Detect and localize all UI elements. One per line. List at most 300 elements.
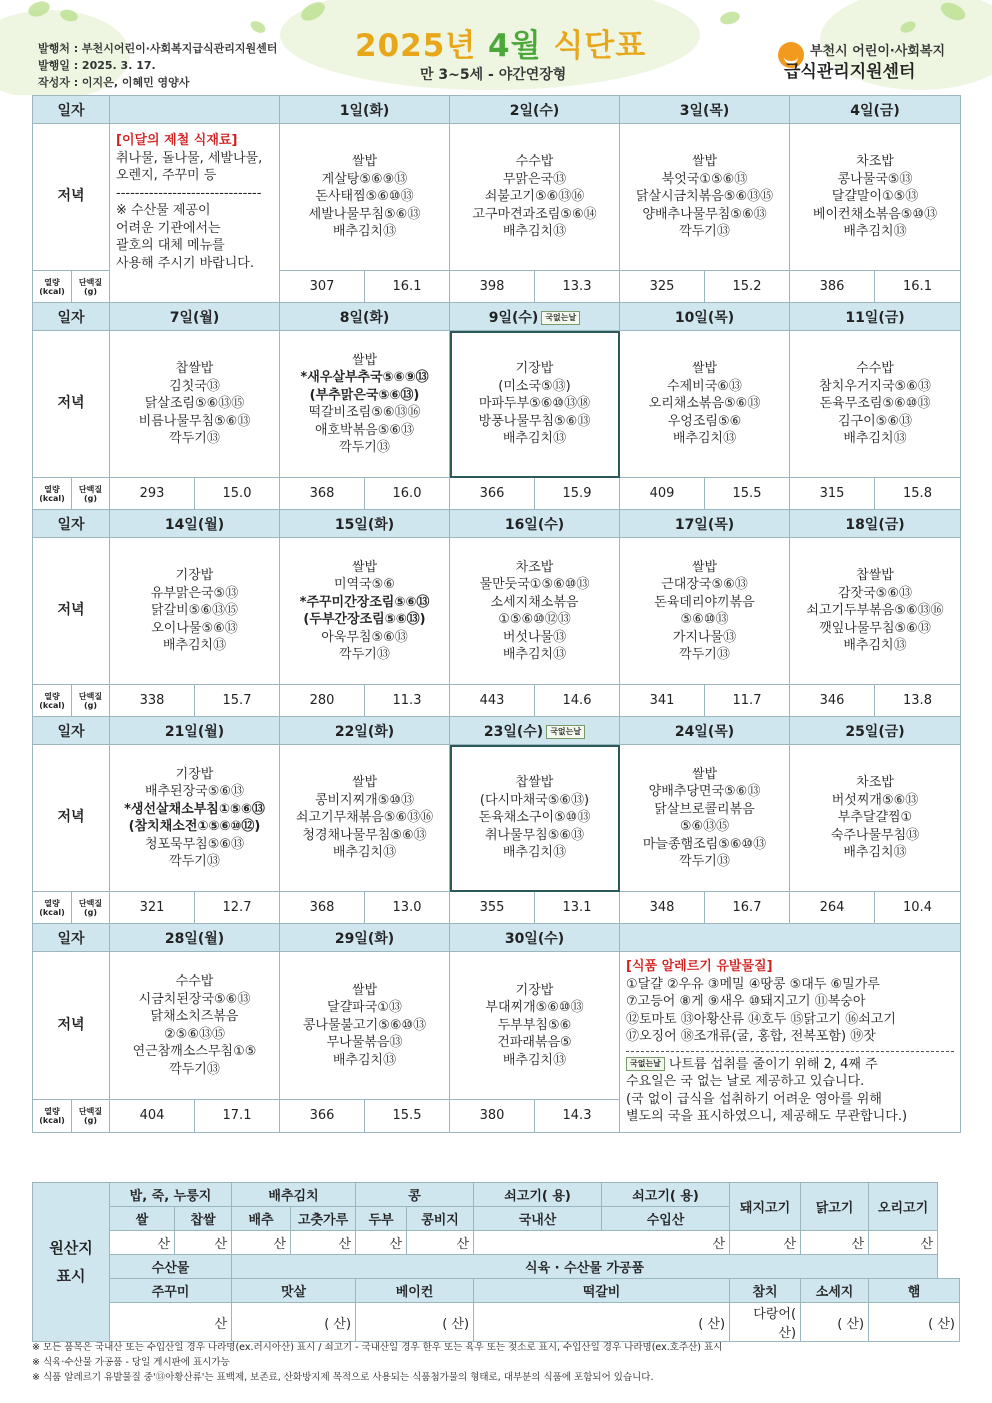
dish: 차조밥 xyxy=(856,154,894,170)
protein-value: 16.0 xyxy=(365,478,450,510)
meal-label: 저녁 xyxy=(33,538,110,685)
allergy-line: ⑫토마토 ⑬아황산류 ⑭호두 ⑮닭고기 ⑯쇠고기 xyxy=(626,1011,896,1027)
allergy-line: ⑰오징어 ⑱조개류(굴, 홍합, 전복포함) ⑲잣 xyxy=(626,1029,876,1044)
origin-sub-crab: 맛살 xyxy=(232,1279,356,1303)
day-header xyxy=(280,510,450,538)
kcal-value: 325 xyxy=(620,271,705,303)
kcal-label-text: 열량 (kcal) xyxy=(39,691,65,710)
dish: 기장밥 xyxy=(175,766,214,782)
allergy-line: ①달걀 ②우유 ③메밀 ④땅콩 ⑤대두 ⑥밀가루 xyxy=(626,976,880,992)
day-date: 2일(수) xyxy=(509,102,560,119)
origin-sub-tteokgalbi: 떡갈비 xyxy=(474,1279,730,1303)
dish: 닭살조림⑤⑥⑬⑮ xyxy=(144,396,245,412)
protein-label xyxy=(72,892,110,924)
kcal-label xyxy=(33,892,72,924)
dish: 쌀밥 xyxy=(691,361,718,377)
day-menu xyxy=(280,952,450,1100)
protein-value: 13.8 xyxy=(875,685,961,717)
dish: 차조밥 xyxy=(515,559,554,575)
dish: 쌀밥 xyxy=(351,775,378,791)
protein-label xyxy=(72,685,110,717)
dish: 깍두기⑬ xyxy=(679,854,730,869)
origin-sub-webfoot: 주꾸미 xyxy=(110,1279,232,1303)
publication-info xyxy=(38,40,277,91)
protein-label xyxy=(72,271,110,303)
dish: 세발나물무침⑤⑥⑬ xyxy=(308,206,421,222)
dish: 기장밥 xyxy=(175,568,214,584)
dish: 배추김치⑬ xyxy=(843,224,907,240)
day-date: 1일(화) xyxy=(339,102,390,119)
no-soup-day-icon: 국없는날 xyxy=(546,725,585,739)
origin-value[interactable]: 산 xyxy=(869,1231,938,1255)
protein-value: 15.0 xyxy=(195,478,280,510)
kcal-value: 368 xyxy=(280,892,365,924)
protein-value: 15.8 xyxy=(875,478,961,510)
origin-head-beef-imported: 쇠고기( 용) xyxy=(602,1183,730,1207)
day-date: 28일(월) xyxy=(164,930,225,947)
dish: 김칫국⑬ xyxy=(169,378,220,394)
dish: 배추김치⑬ xyxy=(332,224,397,240)
origin-sub-bacon: 베이컨 xyxy=(356,1279,474,1303)
day-header-empty xyxy=(110,96,280,124)
day-date: 3일(목) xyxy=(679,102,730,119)
dish: 마늘종햄조림⑤⑥⑩⑬ xyxy=(642,836,767,852)
dish: 쇠고기두부볶음⑤⑥⑬⑯ xyxy=(806,603,944,619)
dish: 깍두기⑬ xyxy=(679,647,730,662)
day-header xyxy=(450,303,620,331)
dish: *새우살부추국⑤⑥⑨⑬ xyxy=(300,370,429,385)
dish: 오이나물⑤⑥⑬ xyxy=(151,620,238,636)
protein-value: 10.4 xyxy=(875,892,961,924)
dish: 배추김치⑬ xyxy=(843,638,907,654)
dish: 닭채소치즈볶음 xyxy=(150,1009,239,1025)
notice-line: 사용해 주시기 바랍니다. xyxy=(116,255,254,271)
day-menu xyxy=(280,538,450,685)
dish: 쌀밥 xyxy=(351,982,378,998)
origin-value[interactable]: 산 xyxy=(801,1231,869,1255)
origin-head-beef-domestic: 쇠고기( 용) xyxy=(474,1183,602,1207)
dish: (미소국⑤⑬) xyxy=(498,378,571,394)
origin-head-kimchi: 배추김치 xyxy=(232,1183,356,1207)
origin-sub-imported: 수입산 xyxy=(602,1207,730,1231)
day-date: 18일(금) xyxy=(845,516,905,533)
dish: 돈육무조림⑤⑥⑩⑬ xyxy=(819,396,931,412)
dish: 우엉조림⑤⑥ xyxy=(667,413,742,429)
day-date: 8일(화) xyxy=(339,309,390,326)
kcal-label-text: 열량 (kcal) xyxy=(39,484,65,503)
dish: 유부맑은국⑤⑬ xyxy=(150,585,239,601)
protein-label-text: 단백질 (g) xyxy=(78,277,103,296)
no-soup-note xyxy=(626,1056,954,1074)
header xyxy=(0,0,992,95)
day-menu xyxy=(280,745,450,892)
day-header xyxy=(790,303,961,331)
day-header xyxy=(110,924,280,952)
origin-head-duck: 오리고기 xyxy=(869,1183,938,1231)
day-date: 4일(금) xyxy=(850,102,900,119)
kcal-label-text: 열량 (kcal) xyxy=(39,1106,65,1125)
dish: 무맑은국⑬ xyxy=(502,171,567,187)
org-name-line2: 급식관리지원센터 xyxy=(784,62,916,82)
day-menu xyxy=(110,331,280,478)
day-header xyxy=(450,717,620,745)
dish: 돈육채소구이⑤⑩⑬ xyxy=(478,810,591,826)
date-row xyxy=(33,717,961,745)
dish: 양배추당면국⑤⑥⑬ xyxy=(648,784,761,799)
day-header xyxy=(280,96,450,124)
origin-sub-domestic: 국내산 xyxy=(474,1207,602,1231)
dish: 청경채나물무침⑤⑥⑬ xyxy=(302,827,427,843)
day-date: 30일(수) xyxy=(504,930,565,947)
dish: 건파래볶음⑤ xyxy=(497,1035,572,1051)
notice-title: [이달의 제철 식재료] xyxy=(116,133,238,148)
dish: 버섯찌개⑤⑥⑬ xyxy=(831,792,919,808)
dish: 미역국⑤⑥ xyxy=(334,577,395,592)
kcal-label-text: 열량 (kcal) xyxy=(39,277,65,296)
menu-row xyxy=(33,538,961,685)
day-date: 29일(화) xyxy=(334,930,395,947)
menu-table xyxy=(32,95,961,1133)
kcal-value: 404 xyxy=(110,1100,195,1132)
day-menu xyxy=(280,331,450,478)
day-menu xyxy=(620,124,790,271)
origin-value[interactable]: 산 xyxy=(356,1231,407,1255)
day-menu xyxy=(620,331,790,478)
protein-label-text: 단백질 (g) xyxy=(78,1106,103,1125)
date-label: 일자 xyxy=(33,717,110,745)
footnote: ※ 식품 알레르기 유발물질 중'⑬아황산류'는 표백제, 보존료, 산화방지제 목적으로 사용되는 식품첨가물의 형태로, 대부분의 식품에 포함되어 있습니다. xyxy=(32,1372,654,1383)
dish: 쌀밥 xyxy=(351,559,378,575)
dish: 닭살시금치볶음⑤⑥⑬⑮ xyxy=(635,189,774,205)
dish: 양배추나물무침⑤⑥⑬ xyxy=(642,206,767,222)
kcal-value: 264 xyxy=(790,892,875,924)
day-date: 22일(화) xyxy=(334,723,395,740)
dish: 깍두기⑬ xyxy=(169,854,220,869)
dish: 닭갈비⑤⑥⑬⑮ xyxy=(151,603,238,619)
origin-value[interactable]: ( 산) xyxy=(869,1303,960,1342)
origin-sub-cabbage: 배추 xyxy=(232,1207,291,1231)
day-menu xyxy=(110,745,280,892)
kcal-value: 398 xyxy=(450,271,535,303)
dish: 연근참깨소스무침①⑤ xyxy=(132,1044,257,1060)
dish: 청포묵무침⑤⑥⑬ xyxy=(144,836,245,852)
dish: 차조밥 xyxy=(856,775,894,791)
origin-value[interactable]: 다랑어( 산) xyxy=(730,1303,801,1342)
day-header xyxy=(280,924,450,952)
day-menu xyxy=(450,745,620,892)
protein-value: 12.7 xyxy=(195,892,280,924)
notice-line: 취나물, 돌나물, 세발나물, xyxy=(116,150,263,166)
day-header xyxy=(620,96,790,124)
no-soup-text: 나트륨 섭취를 줄이기 위해 2, 4째 주 xyxy=(668,1056,878,1072)
page-subtitle: 만 3~5세 - 야간연장형 xyxy=(420,67,567,83)
day-menu xyxy=(790,538,961,685)
day-header xyxy=(280,717,450,745)
day-menu xyxy=(620,538,790,685)
origin-head-processed: 식육 · 수산물 가공품 xyxy=(232,1255,938,1279)
kcal-value: 346 xyxy=(790,685,875,717)
dish: 근대장국⑤⑥⑬ xyxy=(661,577,748,592)
origin-sub-sausage: 소세지 xyxy=(801,1279,869,1303)
dish: ①⑤⑥⑩⑫⑬ xyxy=(498,612,571,627)
day-header-empty xyxy=(620,924,961,952)
kcal-value: 380 xyxy=(450,1100,535,1132)
dish: 쌀밥 xyxy=(351,154,378,170)
dish: 수제비국⑥⑬ xyxy=(667,378,742,394)
day-menu xyxy=(280,124,450,271)
footnote: ※ 식육·수산물 가공품 - 당일 게시판에 표시가능 xyxy=(32,1357,230,1368)
dish: 달걀파국①⑬ xyxy=(327,1000,402,1016)
dish: 배추김치⑬ xyxy=(502,431,567,447)
dish: 버섯나물⑬ xyxy=(502,629,567,645)
day-menu xyxy=(450,331,620,478)
nutrition-row xyxy=(33,892,961,924)
origin-head-chicken: 닭고기 xyxy=(801,1183,869,1231)
protein-label xyxy=(72,1100,110,1132)
dish: 배추김치⑬ xyxy=(843,845,907,861)
kcal-label xyxy=(33,685,72,717)
protein-value: 16.1 xyxy=(365,271,450,303)
footnotes xyxy=(32,1340,722,1385)
origin-label: 원산지 표시 xyxy=(33,1183,110,1342)
date-label: 일자 xyxy=(33,303,110,331)
dish: ⑤⑥⑬⑮ xyxy=(679,819,730,834)
dish: 쌀밥 xyxy=(691,766,718,782)
dish: 숙주나물무침⑬ xyxy=(830,827,920,843)
day-header xyxy=(620,510,790,538)
dish: 배추김치⑬ xyxy=(332,845,397,861)
protein-value: 14.6 xyxy=(535,685,620,717)
day-date: 17일(목) xyxy=(674,516,735,533)
no-soup-day-icon: 국없는날 xyxy=(541,311,580,325)
dish: 콩비지찌개⑤⑩⑬ xyxy=(314,792,415,808)
day-date: 23일(수) xyxy=(483,723,544,740)
protein-value: 16.7 xyxy=(705,892,790,924)
dish: 떡갈비조림⑤⑥⑬⑯ xyxy=(308,405,421,420)
dish: 배추김치⑬ xyxy=(332,1052,397,1068)
origin-head-rice: 밥, 죽, 누룽지 xyxy=(110,1183,232,1207)
day-date: 10일(목) xyxy=(674,309,735,326)
dish: 기장밥 xyxy=(515,982,554,998)
dish: 찹쌀밥 xyxy=(175,361,214,377)
allergy-line: ⑦고등어 ⑧게 ⑨새우 ⑩돼지고기 ⑪복숭아 xyxy=(626,994,866,1009)
origin-value[interactable]: 산 xyxy=(110,1303,232,1342)
origin-table xyxy=(32,1182,960,1342)
day-header xyxy=(790,510,961,538)
protein-value: 11.7 xyxy=(705,685,790,717)
origin-value[interactable]: ( 산) xyxy=(801,1303,869,1342)
date-label: 일자 xyxy=(33,510,110,538)
day-header xyxy=(620,717,790,745)
dish: (다시마채국⑤⑥⑬) xyxy=(479,792,590,808)
day-menu xyxy=(450,124,620,271)
issue-date: 발행일 : 2025. 3. 17. xyxy=(38,59,156,72)
day-menu xyxy=(110,538,280,685)
dish: 김구이⑤⑥⑬ xyxy=(838,413,912,429)
dish: (부추맑은국⑤⑥⑬) xyxy=(309,387,420,403)
dish: 부대찌개⑤⑥⑩⑬ xyxy=(485,1000,584,1016)
notice-line: ------------------------------- xyxy=(116,185,262,201)
day-date: 15일(화) xyxy=(334,516,395,533)
kcal-value: 368 xyxy=(280,478,365,510)
origin-head-pork: 돼지고기 xyxy=(730,1183,801,1231)
origin-value[interactable]: 산 xyxy=(291,1231,356,1255)
kcal-value: 355 xyxy=(450,892,535,924)
dish: 수수밥 xyxy=(515,154,554,170)
author: 작성자 : 이지은, 이혜민 영양사 xyxy=(38,76,190,89)
day-header xyxy=(110,717,280,745)
kcal-value: 338 xyxy=(110,685,195,717)
allergy-info xyxy=(620,952,961,1133)
dish: 배추된장국⑤⑥⑬ xyxy=(144,784,245,799)
day-header xyxy=(280,303,450,331)
title-year: 2025년 xyxy=(355,28,489,64)
protein-value: 15.5 xyxy=(705,478,790,510)
dish: 배추김치⑬ xyxy=(672,431,737,447)
dish: 소세지채소볶음 xyxy=(490,594,579,610)
dish: 시금치된장국⑤⑥⑬ xyxy=(138,991,251,1007)
origin-value[interactable]: 산 xyxy=(730,1231,801,1255)
meal-label: 저녁 xyxy=(33,124,110,271)
kcal-label xyxy=(33,1100,72,1132)
day-header xyxy=(110,303,280,331)
no-soup-line: 수요일은 국 없는 날로 제공하고 있습니다. xyxy=(626,1074,865,1089)
origin-head-seafood: 수산물 xyxy=(110,1255,232,1279)
menu-row xyxy=(33,952,961,1100)
dish: 깻잎나물무침⑤⑥⑬ xyxy=(819,620,931,636)
day-header xyxy=(790,96,961,124)
dish: 마파두부⑤⑥⑩⑬⑱ xyxy=(478,396,591,412)
dish: *주꾸미간장조림⑤⑥⑬ xyxy=(299,594,430,610)
dish: 감잣국⑤⑥⑬ xyxy=(838,585,912,601)
dish: 북엇국①⑤⑥⑬ xyxy=(661,171,748,187)
dish: 두부부침⑤⑥ xyxy=(497,1017,572,1033)
notice-line: 오렌지, 주꾸미 등 xyxy=(116,168,217,183)
dish: 콩나물국⑤⑬ xyxy=(837,171,913,187)
origin-head-bean: 콩 xyxy=(356,1183,474,1207)
kcal-value: 348 xyxy=(620,892,705,924)
divider xyxy=(626,1051,954,1052)
dish: (두부간장조림⑤⑥⑬) xyxy=(303,612,426,627)
no-soup-line: (국 없이 급식을 섭취하기 어려운 영아를 위해 xyxy=(626,1091,882,1107)
date-row xyxy=(33,303,961,331)
origin-sub-tofu: 두부 xyxy=(356,1207,407,1231)
dish: 가지나물⑬ xyxy=(672,629,737,645)
day-date: 11일(금) xyxy=(845,309,905,326)
protein-value: 16.1 xyxy=(875,271,961,303)
kcal-value: 315 xyxy=(790,478,875,510)
nutrition-row xyxy=(33,478,961,510)
dish: 무나물볶음⑬ xyxy=(326,1035,403,1051)
dish: 방풍나물무침⑤⑥⑬ xyxy=(478,413,591,429)
dish: 배추김치⑬ xyxy=(502,1052,567,1068)
dish: 찹쌀밥 xyxy=(515,775,554,791)
seasonal-notice xyxy=(110,124,280,303)
dish: 쌀밥 xyxy=(691,559,718,575)
origin-value[interactable]: 산 xyxy=(232,1231,291,1255)
origin-value[interactable]: ( 산) xyxy=(232,1303,356,1342)
dish: 취나물무침⑤⑥⑬ xyxy=(484,827,585,843)
no-soup-line: 별도의 국을 표시하였으니, 제공해도 무관합니다.) xyxy=(626,1109,908,1124)
dish: 쇠불고기⑤⑥⑬⑯ xyxy=(484,189,585,205)
dish: 쌀밥 xyxy=(691,154,718,170)
kcal-label xyxy=(33,271,72,303)
footnote: ※ 모든 품목은 국내산 또는 수입산일 경우 나라명(ex.러시아산) 표시 / 쇠고기 - 국내산일 경우 한우 또는 육우 또는 젖소로 표시, 수입산일 경우 나라명(ex.호주산) 표시 xyxy=(32,1342,723,1353)
protein-value: 15.2 xyxy=(705,271,790,303)
day-menu xyxy=(620,745,790,892)
day-menu xyxy=(790,331,961,478)
protein-value: 11.3 xyxy=(365,685,450,717)
origin-value[interactable]: ( 산) xyxy=(474,1303,730,1342)
meal-label: 저녁 xyxy=(33,952,110,1100)
dish: 깍두기⑬ xyxy=(339,647,390,662)
dish: (참치채소전①⑤⑥⑩⑫) xyxy=(128,819,261,834)
dish: 부추달걀찜① xyxy=(837,810,913,826)
dish: 쌀밥 xyxy=(351,352,378,368)
date-label: 일자 xyxy=(33,924,110,952)
allergy-title: [식품 알레르기 유발물질] xyxy=(626,959,773,974)
origin-sub-glutinous: 찹쌀 xyxy=(175,1207,232,1231)
menu-row xyxy=(33,124,961,271)
dish: 달걀말이①⑤⑬ xyxy=(831,189,919,205)
origin-sub-ham: 햄 xyxy=(869,1279,960,1303)
kcal-value: 341 xyxy=(620,685,705,717)
day-menu xyxy=(450,538,620,685)
date-label: 일자 xyxy=(33,96,110,124)
dish: 게살탕⑤⑥⑨⑬ xyxy=(321,171,408,187)
dish: 배추김치⑬ xyxy=(502,647,567,662)
origin-value[interactable]: 산 xyxy=(474,1231,730,1255)
day-header xyxy=(620,303,790,331)
day-header xyxy=(450,510,620,538)
protein-value: 17.1 xyxy=(195,1100,280,1132)
day-date: 25일(금) xyxy=(845,723,905,740)
protein-label-text: 단백질 (g) xyxy=(78,484,103,503)
dish: 수수밥 xyxy=(856,361,894,377)
date-row xyxy=(33,510,961,538)
protein-value: 13.3 xyxy=(535,271,620,303)
protein-value: 15.5 xyxy=(365,1100,450,1132)
kcal-value: 366 xyxy=(450,478,535,510)
kcal-value: 280 xyxy=(280,685,365,717)
kcal-label xyxy=(33,478,72,510)
day-date: 9일(수) xyxy=(488,309,539,326)
kcal-value: 443 xyxy=(450,685,535,717)
dish: 배추김치⑬ xyxy=(502,224,567,240)
dish: ⑤⑥⑩⑬ xyxy=(680,612,729,627)
day-header xyxy=(790,717,961,745)
day-menu xyxy=(450,952,620,1100)
origin-sub-okara: 콩비지 xyxy=(407,1207,474,1231)
dish: 깍두기⑬ xyxy=(169,1061,220,1077)
origin-sub-rice: 쌀 xyxy=(110,1207,175,1231)
day-menu xyxy=(790,124,961,271)
title-month: 4월 xyxy=(488,28,542,64)
origin-value[interactable]: 산 xyxy=(175,1231,232,1255)
origin-value[interactable]: 산 xyxy=(110,1231,175,1255)
dish: 콩나물불고기⑤⑥⑩⑬ xyxy=(302,1017,427,1033)
origin-value[interactable]: 산 xyxy=(407,1231,474,1255)
origin-value[interactable]: ( 산) xyxy=(356,1303,474,1342)
day-date: 7일(월) xyxy=(169,309,220,326)
day-header xyxy=(110,510,280,538)
meal-label: 저녁 xyxy=(33,331,110,478)
dish: 아욱무침⑤⑥⑬ xyxy=(321,629,408,645)
day-header xyxy=(450,96,620,124)
date-row xyxy=(33,96,961,124)
dish: 물만둣국①⑤⑥⑩⑬ xyxy=(479,577,590,592)
dish: 오리채소볶음⑤⑥⑬ xyxy=(648,396,761,412)
